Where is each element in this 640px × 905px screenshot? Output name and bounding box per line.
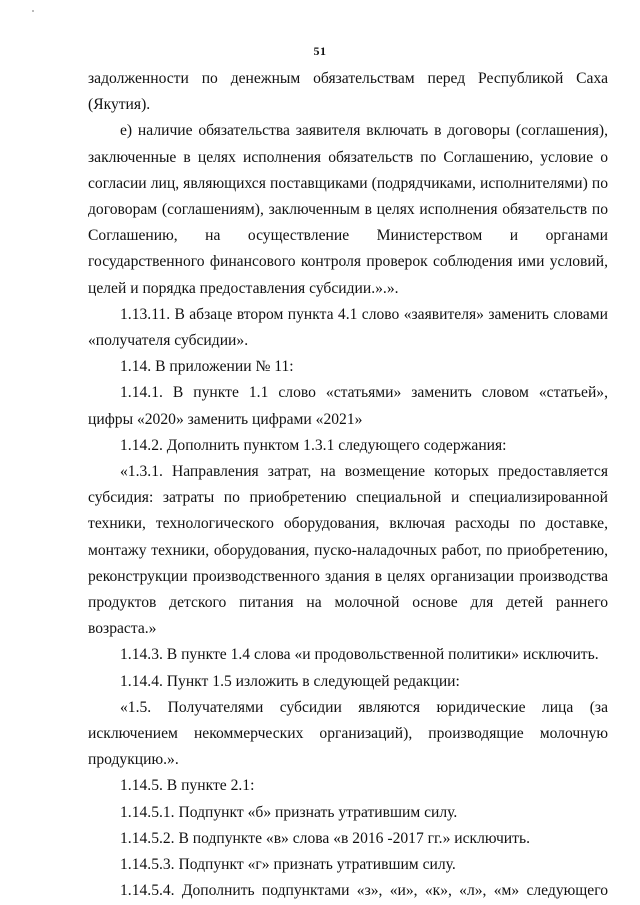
paragraph: 1.14.3. В пункте 1.4 слова «и продовольственной политики» исключить. bbox=[120, 646, 599, 664]
paragraph: задолженности по денежным обязательствам перед Республикой Саха (Якутия). bbox=[88, 70, 608, 114]
paragraph: 1.14.5.2. В подпункте «в» слова «в 2016 -2017 гг.» исключить. bbox=[120, 829, 530, 847]
page-number: 51 bbox=[313, 44, 327, 58]
paragraph: «1.5. Получателями субсидии являются юридические лица (за исключением некоммерческих организаций), производящие молочную продукцию.». bbox=[88, 698, 608, 769]
paragraph: е) наличие обязательства заявителя включать в договоры (соглашения), заключенные в целях исполнения обязательств по Соглашению, условие о согласии лиц, являющихся поставщиками (подрядчиками, исполнителями) по договорам (соглашениям), заключенным в целях исполнения обязательств по Соглашению, на осуществление Министерством и органами государственного финансового контроля проверок соблюдения ими условий, целей и порядка предоставления субсидии.».». bbox=[88, 122, 608, 297]
paragraph: 1.14.5.3. Подпункт «г» признать утратившим силу. bbox=[120, 856, 456, 874]
paragraph: 1.14.2. Дополнить пунктом 1.3.1 следующего содержания: bbox=[120, 436, 507, 454]
paragraph: 1.13.11. В абзаце втором пункта 4.1 слово «заявителя» заменить словами «получателя субсидии». bbox=[88, 305, 608, 350]
paragraph: 1.14.5.4. Дополнить подпунктами «з», «и», «к», «л», «м» следующего bbox=[120, 882, 608, 900]
paragraph: 1.14. В приложении № 11: bbox=[120, 358, 294, 376]
paragraph: 1.14.5. В пункте 2.1: bbox=[120, 777, 255, 795]
paragraph: «1.3.1. Направления затрат, на возмещение которых предоставляется субсидия: затраты по приобретению специальной и специализированной техники, технологического оборудования, включая расходы по доставке, монтажу техники, оборудования, пуско-наладочных работ, по приобретению, реконструкции производственного здания в целях организации производства продуктов детского питания на молочной основе для детей раннего возраста.» bbox=[88, 463, 608, 638]
paragraph: 1.14.5.1. Подпункт «б» признать утратившим силу. bbox=[120, 803, 458, 821]
paragraph: 1.14.1. В пункте 1.1 слово «статьями» заменить словом «статьей», цифры «2020» заменить цифрами «2021» bbox=[88, 384, 608, 428]
paragraph: 1.14.4. Пункт 1.5 изложить в следующей редакции: bbox=[120, 672, 460, 690]
scan-artifact bbox=[32, 10, 34, 12]
document-body bbox=[88, 66, 608, 905]
